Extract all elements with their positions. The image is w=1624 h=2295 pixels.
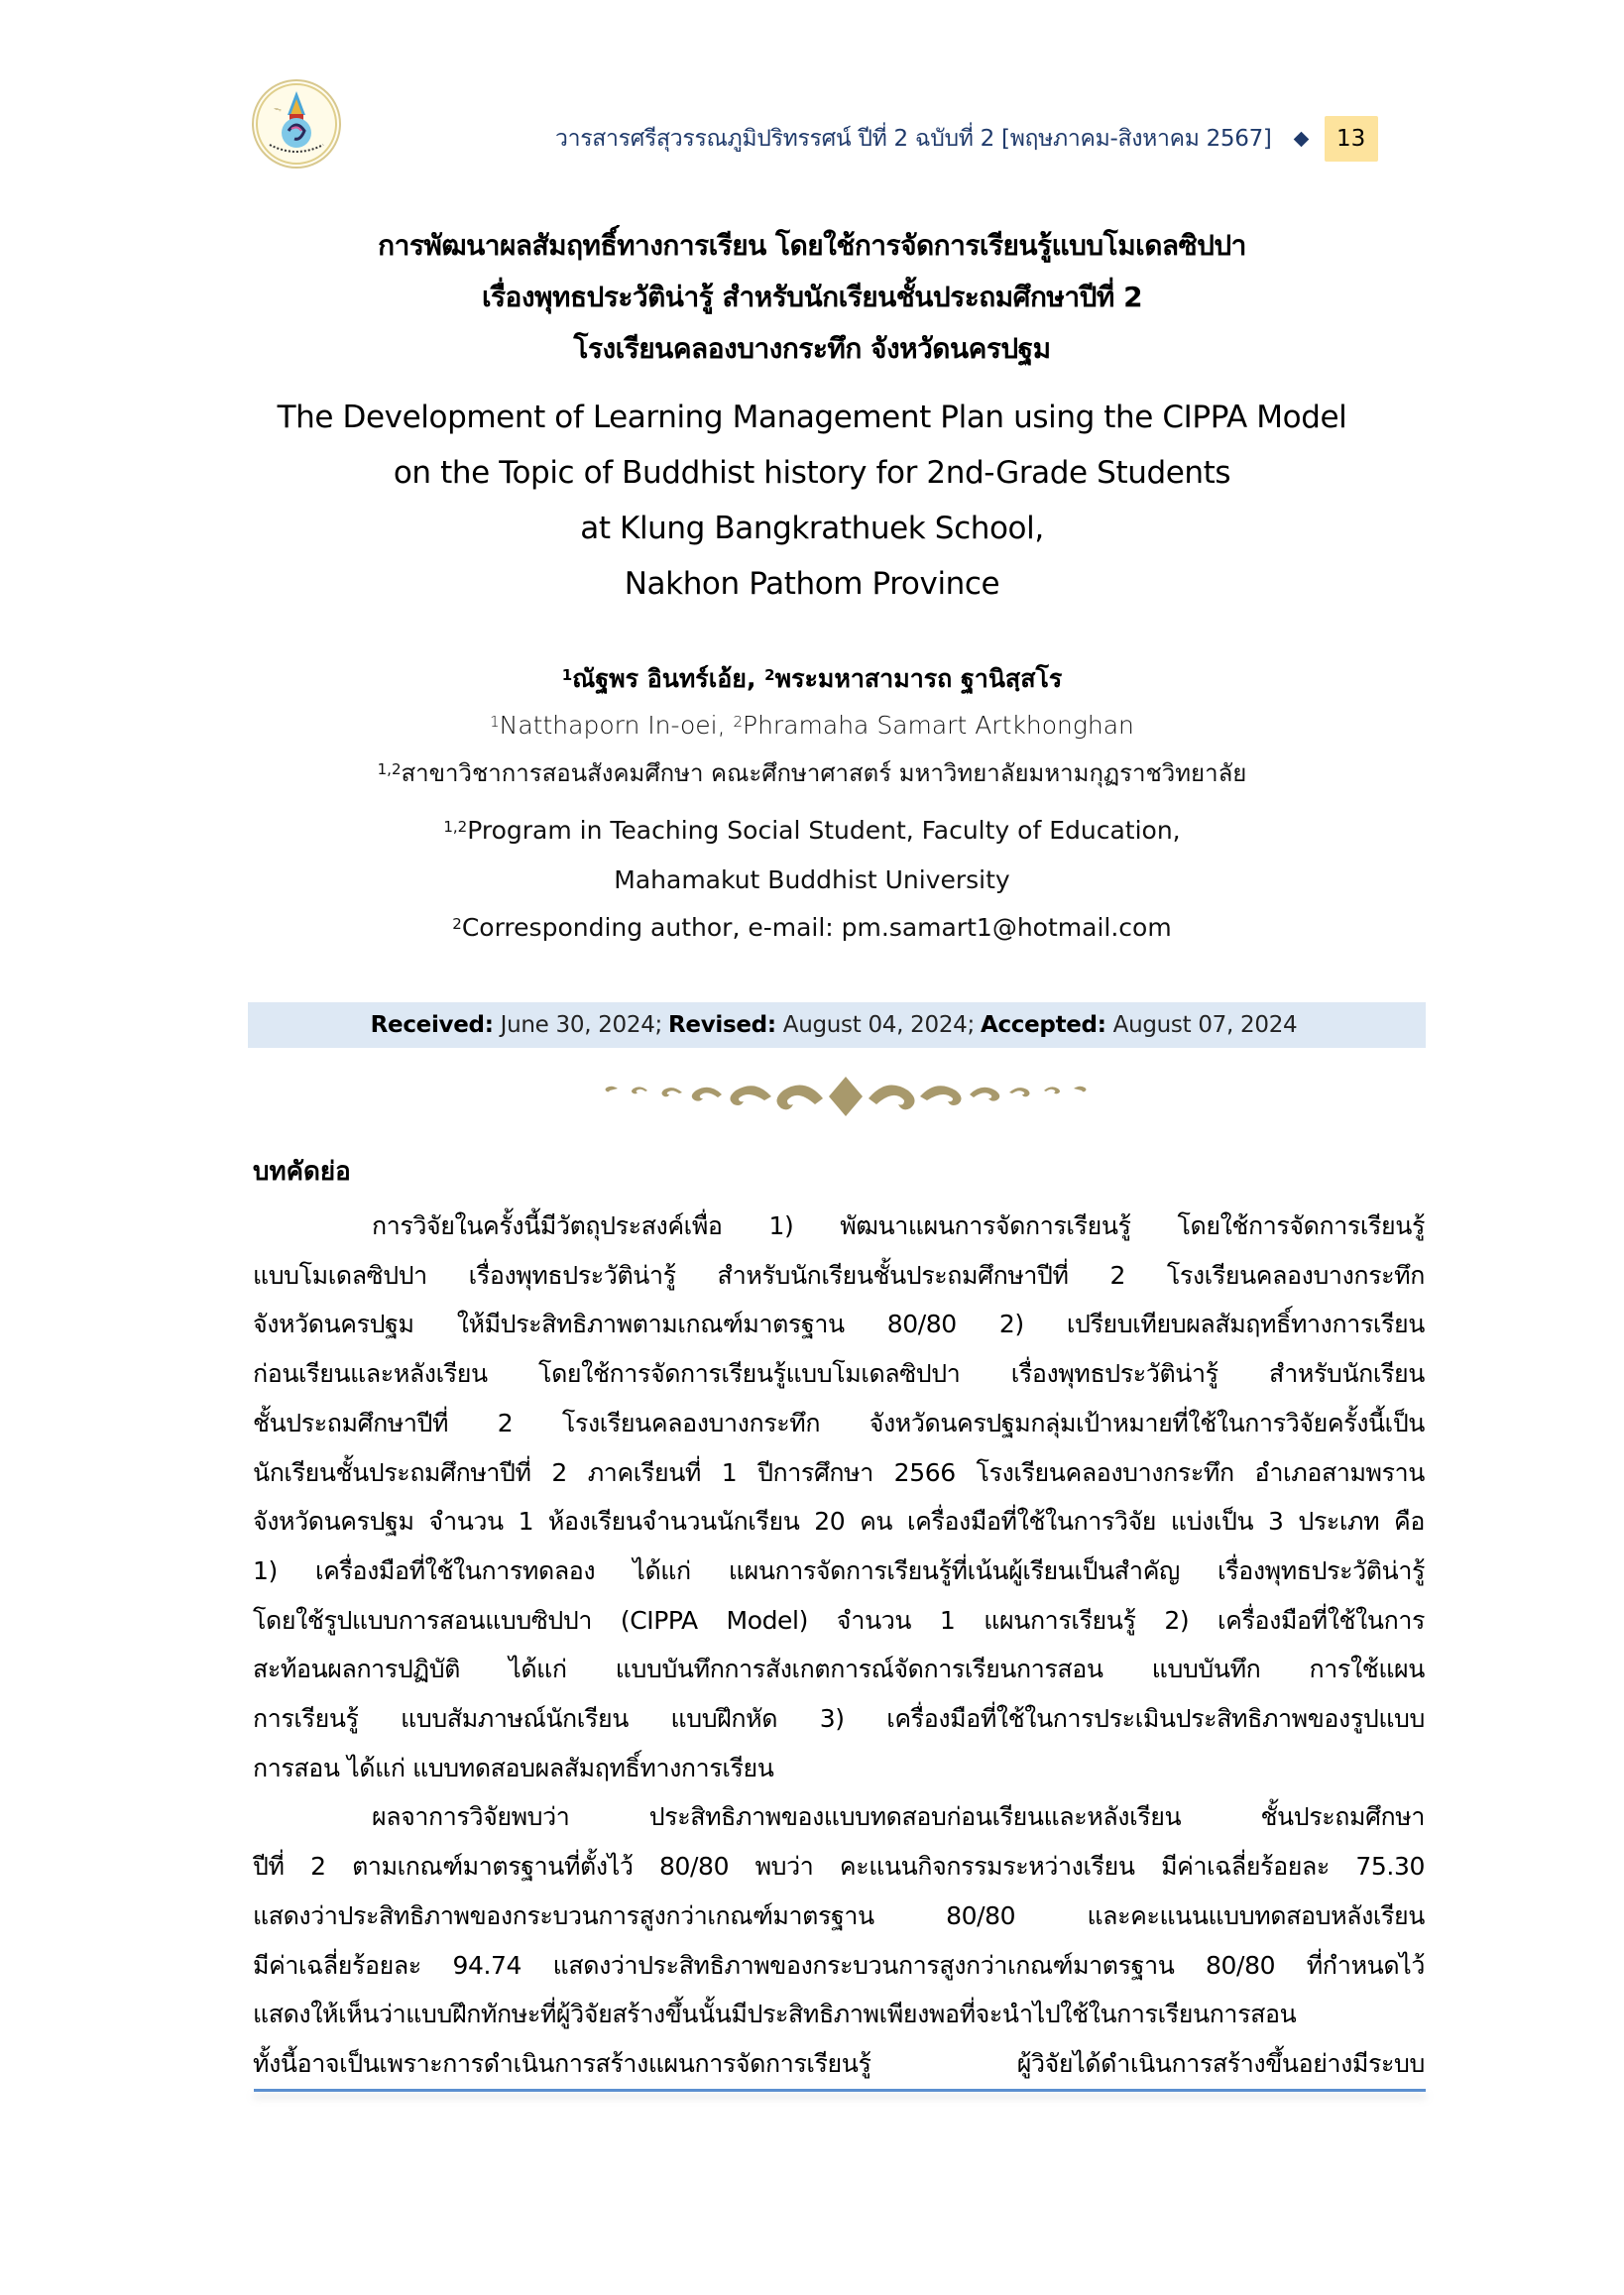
abstract-line: นักเรียนชั้นประถมศึกษาปีที่ 2 ภาคเรียนที่ 1 ปีการศึกษา 2566 โรงเรียนคลองบางกระทึก อำเภอสามพราน (253, 1457, 1425, 1487)
corresponding-text: Corresponding author, e-mail: pm.samart1@hotmail.com (461, 913, 1172, 942)
author-marker: 1 (490, 713, 500, 731)
running-header (555, 119, 1378, 159)
english-title-line: at Klung Bangkrathuek School, (580, 511, 1044, 546)
page-number: 13 (1325, 116, 1378, 162)
seal-icon (254, 81, 339, 167)
thai-title-line: เรื่องพุทธประวัติน่ารู้ สำหรับนักเรียนชั้นประถมศึกษาปีที่ 2 (481, 281, 1143, 313)
abstract-line: แสดงให้เห็นว่าแบบฝึกทักษะที่ผู้วิจัยสร้างขึ้นนั้นมีประสิทธิภาพเพียงพอที่จะนำไปใช้ในการเรียนการสอน (253, 2000, 1297, 2029)
affiliation-text: สาขาวิชาการสอนสังคมศึกษา คณะศึกษาศาสตร์ มหาวิทยาลัยมหามกุฏราชวิทยาลัย (401, 759, 1247, 787)
received-date: June 30, 2024; (500, 1012, 662, 1038)
thai-title-line: โรงเรียนคลองบางกระทึก จังหวัดนครปฐม (573, 332, 1051, 365)
abstract-line: แสดงว่าประสิทธิภาพของกระบวนการสูงกว่าเกณฑ์มาตรฐาน 80/80 และคะแนนแบบทดสอบหลังเรียน (253, 1900, 1425, 1930)
abstract-heading: บทคัดย่อ (253, 1157, 351, 1187)
received-label: Received: (370, 1012, 494, 1038)
corresponding-marker: 2 (452, 915, 462, 933)
english-title-line: Nakhon Pathom Province (624, 566, 1000, 602)
abstract-line: แบบโมเดลซิปปา เรื่องพุทธประวัติน่ารู้ สำหรับนักเรียนชั้นประถมศึกษาปีที่ 2 โรงเรียนคลองบางกระทึก (253, 1260, 1425, 1290)
affiliation-marker: 1,2 (443, 818, 468, 836)
footer-divider (254, 2089, 1426, 2092)
affiliation-english (0, 811, 1624, 851)
abstract-line: การสอน ได้แก่ แบบทดสอบผลสัมฤทธิ์ทางการเรียน (253, 1753, 774, 1782)
abstract-line: จังหวัดนครปฐม ให้มีประสิทธิภาพตามเกณฑ์มาตรฐาน 80/80 2) เปรียบเทียบผลสัมฤทธิ์ทางการเรียน (253, 1310, 1425, 1339)
diamond-icon (1293, 131, 1309, 147)
abstract-line: การเรียนรู้ แบบสัมภาษณ์นักเรียน แบบฝึกหัด 3) เครื่องมือที่ใช้ในการประเมินประสิทธิภาพของรูปแบบ (253, 1704, 1425, 1734)
author-name: ณัฐพร อินทร์เอ้ย, (572, 664, 765, 693)
affiliation-text: Program in Teaching Social Student, Faculty of Education, (467, 816, 1181, 845)
author-marker: 2 (733, 713, 744, 731)
author-marker: 2 (764, 666, 775, 684)
authors-thai (0, 659, 1624, 699)
abstract-line: ผลจาการวิจัยพบว่า ประสิทธิภาพของแบบทดสอบก่อนเรียนและหลังเรียน ชั้นประถมศึกษา (372, 1802, 1425, 1832)
english-title (0, 390, 1624, 612)
abstract-line: โดยใช้รูปแบบการสอนแบบซิปปา (CIPPA Model) จำนวน 1 แผนการเรียนรู้ 2) เครื่องมือที่ใช้ในการ (253, 1605, 1425, 1635)
journal-title: วารสารศรีสุวรรณภูมิปริทรรศน์ ปีที่ 2 ฉบับที่ 2 [พฤษภาคม-สิงหาคม 2567] (555, 126, 1272, 152)
abstract-line: ชั้นประถมศึกษาปีที่ 2 โรงเรียนคลองบางกระทึก จังหวัดนครปฐมกลุ่มเป้าหมายที่ใช้ในการวิจัยครั้งนี้เป็น (253, 1408, 1425, 1437)
abstract-line: การวิจัยในครั้งนี้มีวัตถุประสงค์เพื่อ 1) พัฒนาแผนการจัดการเรียนรู้ โดยใช้การจัดการเรียนรู้ (372, 1211, 1425, 1240)
affiliation-english-university: Mahamakut Buddhist University (614, 865, 1010, 894)
revised-date: August 04, 2024; (782, 1012, 975, 1038)
abstract-line: จังหวัดนครปฐม จำนวน 1 ห้องเรียนจำนวนนักเรียน 20 คน เครื่องมือที่ใช้ในการวิจัย แบ่งเป็น 3 ประเภท คือ (253, 1507, 1425, 1537)
revised-label: Revised: (668, 1012, 776, 1038)
abstract-line: ปีที่ 2 ตามเกณฑ์มาตรฐานที่ตั้งไว้ 80/80 พบว่า คะแนนกิจกรรมระหว่างเรียน มีค่าเฉลี่ยร้อยละ 75.30 (253, 1852, 1425, 1882)
abstract-body (253, 1202, 1425, 2089)
affiliation-marker: 1,2 (377, 760, 402, 778)
author-name: Phramaha Samart Artkhonghan (743, 711, 1134, 740)
author-name: พระมหาสามารถ ฐานิสฺสโร (774, 664, 1063, 693)
corresponding-author (0, 908, 1624, 948)
svg-text:ᯓ: ᯓ (274, 104, 282, 113)
author-name: Natthaporn In-oei, (499, 711, 734, 740)
accepted-date: August 07, 2024 (1112, 1012, 1298, 1038)
university-seal-logo (252, 79, 341, 169)
abstract-line: สะท้อนผลการปฏิบัติ ได้แก่ แบบบันทึกการสังเกตการณ์จัดการเรียนการสอน แบบบันทึก การใช้แผน (253, 1655, 1425, 1684)
abstract-line: มีค่าเฉลี่ยร้อยละ 94.74 แสดงว่าประสิทธิภาพของกระบวนการสูงกว่าเกณฑ์มาตรฐาน 80/80 ที่กำหนดไว้ (253, 1950, 1425, 1980)
thai-title (0, 220, 1624, 375)
thai-floral-divider-ornament (593, 1071, 1099, 1122)
accepted-label: Accepted: (980, 1012, 1106, 1038)
author-marker: 1 (561, 666, 573, 684)
english-title-line: on the Topic of Buddhist history for 2nd-Grade Students (393, 455, 1231, 491)
english-title-line: The Development of Learning Management Plan using the CIPPA Model (277, 400, 1347, 435)
abstract-line: ทั้งนี้อาจเป็นเพราะการดำเนินการสร้างแผนการจัดการเรียนรู้ ผู้วิจัยได้ดำเนินการสร้างขึ้นอย่างมีระบบ (253, 2048, 1425, 2078)
thai-title-line: การพัฒนาผลสัมฤทธิ์ทางการเรียน โดยใช้การจัดการเรียนรู้แบบโมเดลซิปปา (378, 229, 1246, 262)
abstract-line: ก่อนเรียนและหลังเรียน โดยใช้การจัดการเรียนรู้แบบโมเดลซิปปา เรื่องพุทธประวัติน่ารู้ สำหรับนักเรียน (253, 1359, 1425, 1389)
abstract-line: 1) เครื่องมือที่ใช้ในการทดลอง ได้แก่ แผนการจัดการเรียนรู้ที่เน้นผู้เรียนเป็นสำคัญ เรื่องพุทธประวัติน่ารู้ (253, 1555, 1425, 1585)
affiliation-thai (0, 753, 1624, 793)
submission-dates-bar (248, 1002, 1426, 1048)
authors-english (0, 706, 1624, 746)
